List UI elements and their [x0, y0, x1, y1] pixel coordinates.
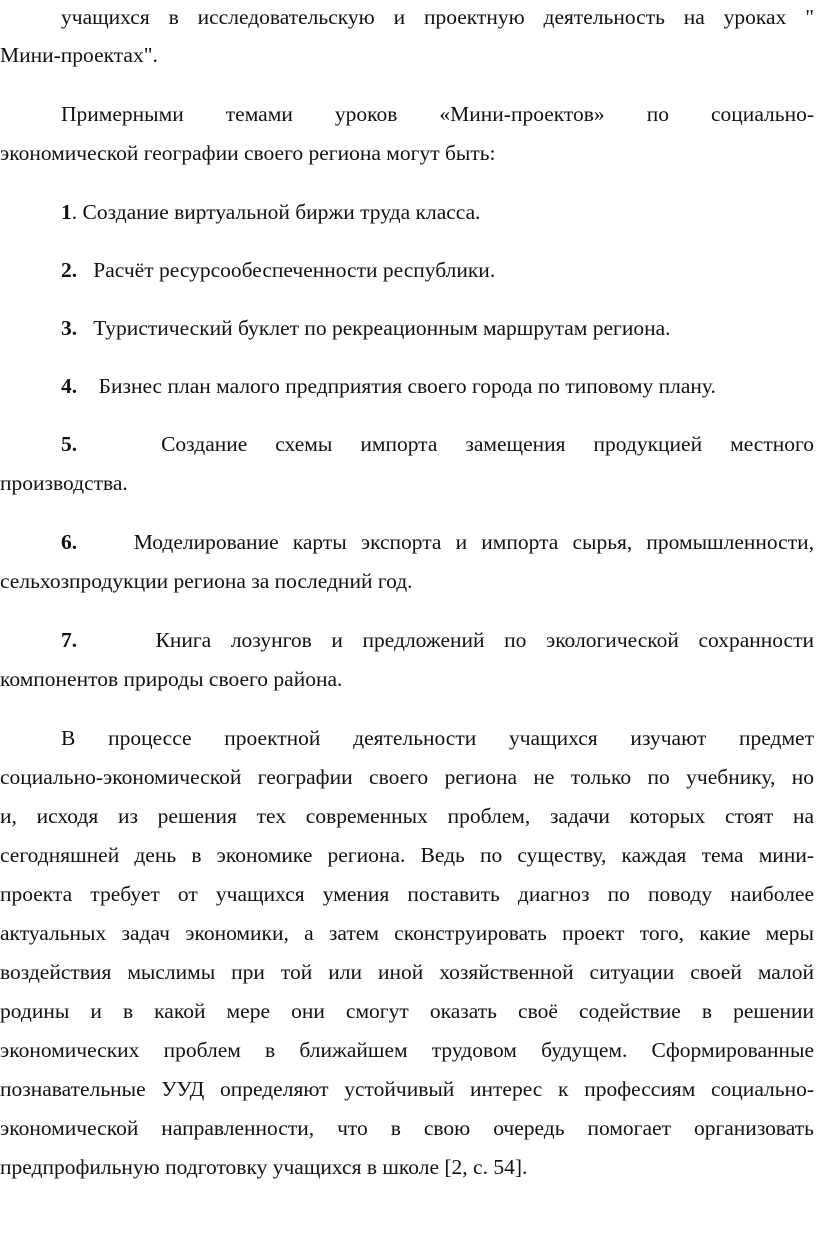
list-item-text: . Создание виртуальной биржи труда класса.: [71, 200, 481, 224]
conclusion-line-11: экономической направленности, что в свою очередь помогает организовать: [0, 1116, 814, 1140]
list-item-text: Туристический буклет по рекреационным маршрутам региона.: [93, 316, 671, 340]
list-item-number: 6.: [61, 530, 78, 554]
conclusion-line-2: социально-экономической географии своего региона не только по учебнику, но: [0, 765, 814, 789]
list-item-number: 4.: [61, 374, 78, 398]
list-item-text: Создание схемы импорта замещения продукцией местного: [161, 432, 814, 456]
list-item-7: [61, 627, 814, 653]
list-item-text: Расчёт ресурсообеспеченности республики.: [93, 258, 496, 282]
list-item-number: 2.: [61, 258, 78, 282]
list-item-number: 1: [61, 200, 72, 224]
list-item-number: 7.: [61, 628, 78, 652]
themes-intro-line-2: экономической географии своего региона могут быть:: [0, 141, 496, 165]
intro-line-2: Мини-проектах".: [0, 43, 158, 67]
list-item-text: Книга лозунгов и предложений по экологической сохранности: [155, 628, 814, 652]
conclusion-line-12: предпрофильную подготовку учащихся в школе [2, с. 54].: [0, 1155, 528, 1179]
list-item-4: [61, 373, 814, 399]
themes-intro-line-1: Примерными темами уроков «Мини-проектов» по социально-: [61, 102, 814, 126]
conclusion-line-5: проекта требует от учащихся умения поставить диагноз по поводу наиболее: [0, 882, 814, 906]
list-item-6-continuation: сельхозпродукции региона за последний год.: [0, 569, 413, 593]
list-item-text: Моделирование карты экспорта и импорта сырья, промышленности,: [133, 530, 814, 554]
list-item-3: [61, 315, 814, 341]
conclusion-line-4: сегодняшней день в экономике региона. Ведь по существу, каждая тема мини-: [0, 843, 814, 867]
list-item-7-continuation: компонентов природы своего района.: [0, 667, 343, 691]
conclusion-line-3: и, исходя из решения тех современных проблем, задачи которых стоят на: [0, 804, 814, 828]
list-item-1: [61, 199, 814, 225]
list-item-number: 3.: [61, 316, 78, 340]
conclusion-line-6: актуальных задач экономики, а затем сконструировать проект того, какие меры: [0, 921, 814, 945]
list-item-2: [61, 257, 814, 283]
conclusion-line-8: родины и в какой мере они смогут оказать своё содействие в решении: [0, 999, 814, 1023]
conclusion-line-7: воздействия мыслимы при той или иной хозяйственной ситуации своей малой: [0, 960, 814, 984]
list-item-number: 5.: [61, 432, 78, 456]
conclusion-line-1: В процессе проектной деятельности учащихся изучают предмет: [61, 726, 814, 750]
conclusion-line-10: познавательные УУД определяют устойчивый интерес к профессиям социально-: [0, 1077, 814, 1101]
list-item-text: Бизнес план малого предприятия своего города по типовому плану.: [98, 374, 716, 398]
list-item-5: [61, 431, 814, 457]
list-item-6: [61, 529, 814, 555]
intro-line-1: учащихся в исследовательскую и проектную деятельность на уроках ": [61, 5, 814, 29]
list-item-5-continuation: производства.: [0, 471, 128, 495]
conclusion-line-9: экономических проблем в ближайшем трудовом будущем. Сформированные: [0, 1038, 814, 1062]
